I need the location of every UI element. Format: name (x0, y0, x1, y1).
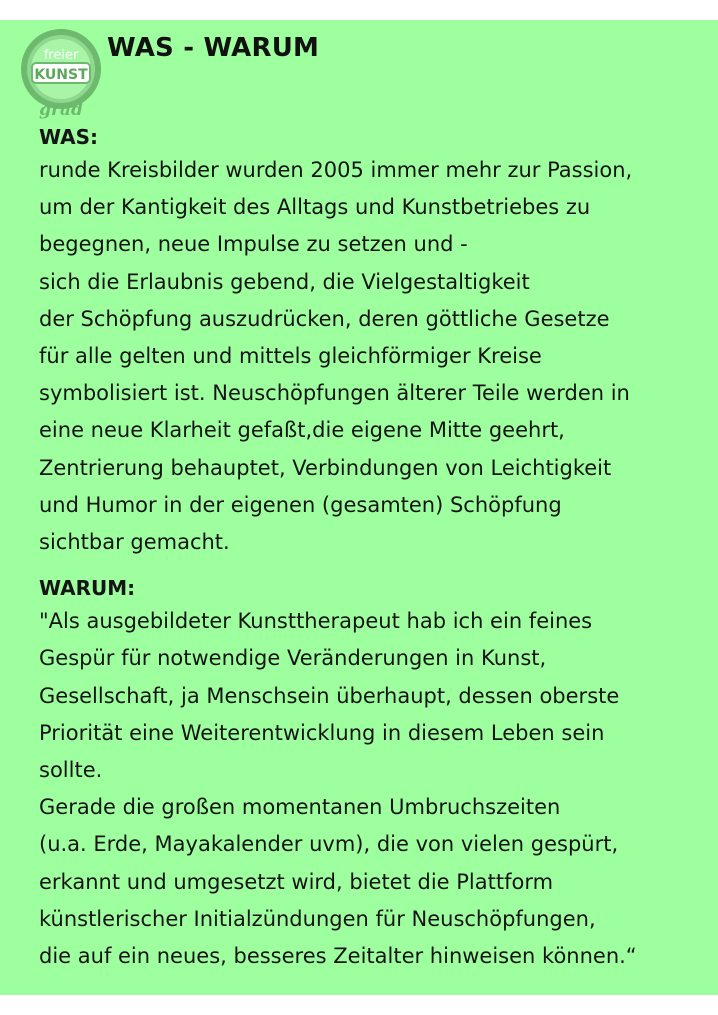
section-gap (39, 561, 709, 567)
text-line: künstlerischer Initialzündungen für Neuschöpfungen, (39, 906, 596, 931)
text-line: symbolisiert ist. Neuschöpfungen älterer Teile werden in (39, 381, 630, 406)
text-line: Gesellschaft, ja Menschsein überhaupt, dessen oberste (39, 683, 620, 708)
section-heading-warum: WARUM: (39, 576, 136, 601)
text-line: erkannt und umgesetzt wird, bietet die Plattform (39, 869, 554, 894)
text-line: Priorität eine Weiterentwicklung in diesem Leben sein (39, 720, 605, 745)
logo-middle-text: KUNST (34, 67, 88, 83)
text-line: Gespür für notwendige Veränderungen in Kunst, (39, 646, 547, 671)
text-line: eine neue Klarheit gefaßt,die eigene Mitte geehrt, (39, 418, 565, 443)
text-line: runde Kreisbilder wurden 2005 immer mehr zur Passion, (39, 158, 633, 182)
text-line: um der Kantigkeit des Alltags und Kunstbetriebes zu (39, 195, 591, 220)
text-line: sich die Erlaubnis gebend, die Vielgestaltigkeit (39, 269, 530, 294)
logo-top-text: freier (43, 48, 79, 63)
text-line: Gerade die großen momentanen Umbruchszeiten (39, 795, 561, 820)
text-line: begegnen, neue Impulse zu setzen und - (39, 232, 468, 257)
text-line: für alle gelten und mittels gleichförmiger Kreise (39, 344, 542, 369)
text-line: und Humor in der eigenen (gesamten) Schöpfung (39, 492, 562, 517)
text-line: Zentrierung behauptet, Verbindungen von Leichtigkeit (39, 455, 612, 480)
text-line: sichtbar gemacht. (39, 530, 230, 555)
logo-bottom-text: grad (39, 100, 83, 119)
article-body (39, 122, 709, 975)
section-was-text (39, 152, 709, 561)
page-title: WAS - WARUM (107, 33, 320, 63)
section-warum-text (39, 603, 709, 975)
text-line: der Schöpfung auszudrücken, deren göttliche Gesetze (39, 306, 610, 331)
text-line: (u.a. Erde, Mayakalender uvm), die von vielen gespürt, (39, 832, 619, 857)
text-line: die auf ein neues, besseres Zeitalter hinweisen können.“ (39, 944, 637, 969)
text-line: "Als ausgebildeter Kunsttherapeut hab ich ein feines (39, 609, 593, 634)
freier-kunstgrad-logo-icon (18, 29, 108, 119)
text-line: sollte. (39, 758, 103, 783)
section-heading-was: WAS: (39, 125, 99, 149)
